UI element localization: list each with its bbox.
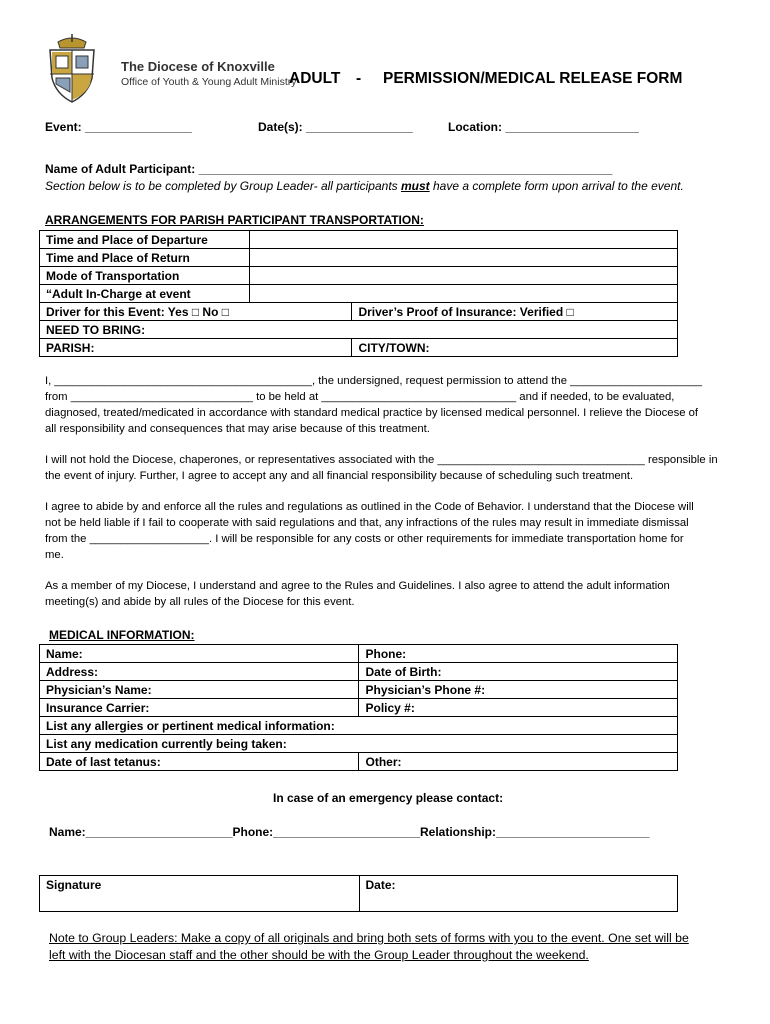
mode-label: Mode of Transportation	[40, 267, 250, 285]
return-label: Time and Place of Return	[40, 249, 250, 267]
in-charge-input[interactable]	[249, 285, 677, 303]
medical-phone-field[interactable]: Phone:	[359, 645, 678, 663]
title-dash: -	[356, 70, 362, 87]
consent-paragraph: I, _________________________________________, the undersigned, request permission to attend the _____________________ from _____________________________ to be held at _______________________________ and if needed, to be evaluated, diagnosed, treated/medicated in accordance with standard medical practice by licensed medical personnel. I relieve the Diocese of all responsibility and consequences that may arise because of this treatment.	[45, 375, 703, 435]
allergies-field[interactable]: List any allergies or pertinent medical information:	[40, 717, 678, 735]
location-field[interactable]: Location: ____________________	[448, 120, 639, 134]
address-field[interactable]: Address:	[40, 663, 359, 681]
event-field[interactable]: Event: ________________	[45, 120, 192, 134]
emergency-contact-fields[interactable]: Name:______________________Phone:______________________Relationship:_______________________	[49, 825, 650, 839]
emergency-heading: In case of an emergency please contact:	[273, 791, 504, 805]
dates-field[interactable]: Date(s): ________________	[258, 120, 413, 134]
physician-name-field[interactable]: Physician’s Name:	[40, 681, 359, 699]
office-name: Office of Youth & Young Adult Ministry	[121, 76, 297, 88]
insurance-verified-checkbox[interactable]: Driver’s Proof of Insurance: Verified □	[352, 303, 678, 321]
departure-input[interactable]	[249, 231, 677, 249]
medication-field[interactable]: List any medication currently being taken:	[40, 735, 678, 753]
liability-paragraph: I will not hold the Diocese, chaperones, or representatives associated with the _________________________________ responsible in the event of injury. Further, I agree to accept any and all financial responsibility because of scheduling such treatment.	[45, 454, 718, 482]
insurance-carrier-field[interactable]: Insurance Carrier:	[40, 699, 359, 717]
group-leader-note: Note to Group Leaders: Make a copy of all originals and bring both sets of forms with you to the event. One set will be left with the Diocesan staff and the other should be with the Group Leader throughout the weekend.	[49, 931, 689, 962]
org-name: The Diocese of Knoxville	[121, 59, 275, 74]
city-field[interactable]: CITY/TOWN:	[352, 339, 678, 357]
diocese-crest-logo	[44, 34, 100, 106]
tetanus-field[interactable]: Date of last tetanus:	[40, 753, 359, 771]
section-note: Section below is to be completed by Group Leader- all participants must have a complete form upon arrival to the event.	[45, 179, 684, 193]
signature-table	[39, 875, 678, 912]
participant-name-field[interactable]: Name of Adult Participant: ______________________________________________________________	[45, 162, 613, 176]
title-adult: ADULT	[289, 70, 341, 87]
membership-paragraph: As a member of my Diocese, I understand and agree to the Rules and Guidelines. I also agree to attend the adult information meeting(s) and abide by all rules of the Diocese for this event.	[45, 580, 670, 608]
medical-table	[39, 644, 678, 771]
medical-heading: MEDICAL INFORMATION:	[49, 628, 195, 642]
parish-field[interactable]: PARISH:	[40, 339, 352, 357]
transport-heading: ARRANGEMENTS FOR PARISH PARTICIPANT TRANSPORTATION:	[45, 213, 424, 227]
departure-label: Time and Place of Departure	[40, 231, 250, 249]
signature-field[interactable]: Signature	[40, 876, 360, 912]
dob-field[interactable]: Date of Birth:	[359, 663, 678, 681]
physician-phone-field[interactable]: Physician’s Phone #:	[359, 681, 678, 699]
return-input[interactable]	[249, 249, 677, 267]
policy-field[interactable]: Policy #:	[359, 699, 678, 717]
rules-paragraph: I agree to abide by and enforce all the rules and regulations as outlined in the Code of Behavior. I understand that the Diocese will not be held liable if I fail to cooperate with said regulations and that, any infractions of the rules may result in immediate dismissal from the ___________________. I will be responsible for any costs or other requirements for immediate transportation home for me.	[45, 501, 694, 561]
in-charge-label: “Adult In-Charge at event	[40, 285, 250, 303]
need-to-bring-field[interactable]: NEED TO BRING:	[40, 321, 678, 339]
other-field[interactable]: Other:	[359, 753, 678, 771]
signature-date-field[interactable]: Date:	[359, 876, 677, 912]
medical-name-field[interactable]: Name:	[40, 645, 359, 663]
transport-table	[39, 230, 678, 357]
form-title: PERMISSION/MEDICAL RELEASE FORM	[383, 70, 683, 87]
mode-input[interactable]	[249, 267, 677, 285]
driver-checkboxes[interactable]: Driver for this Event: Yes □ No □	[40, 303, 352, 321]
